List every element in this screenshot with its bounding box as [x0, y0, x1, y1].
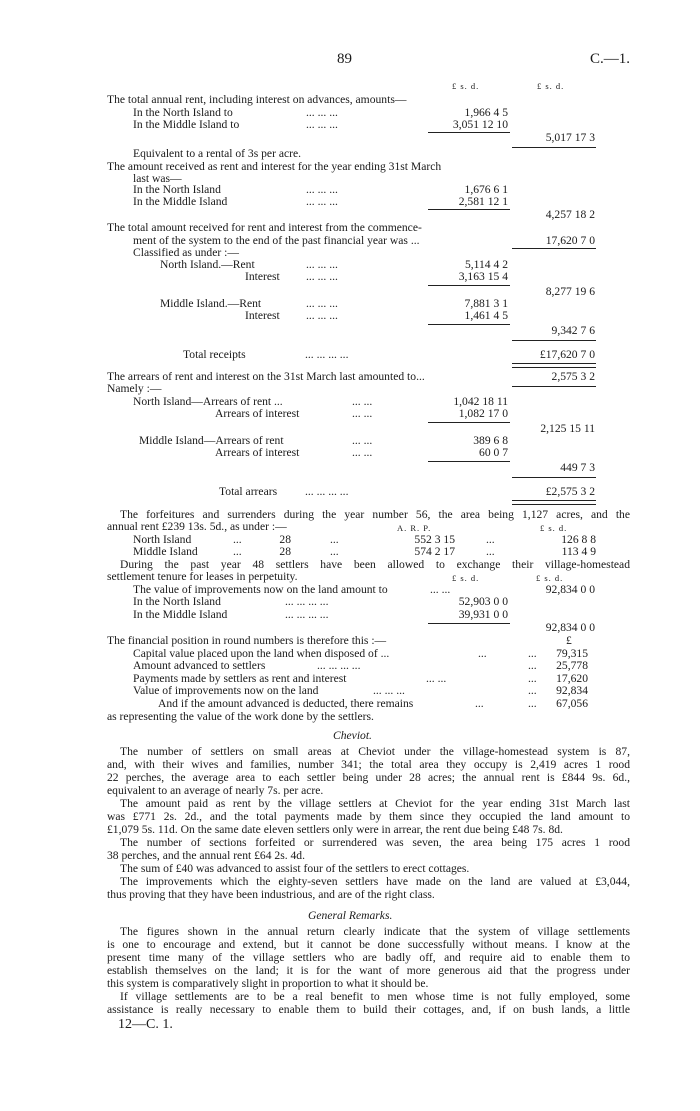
- middle-interest-label: Interest: [245, 309, 280, 322]
- dots: ... ...: [426, 672, 447, 685]
- financial-row-amount: 67,056: [556, 697, 588, 710]
- forfeitures-north-label: North Island: [133, 533, 192, 546]
- received-middle-amount: 2,581 12 1: [458, 195, 508, 208]
- general-p1-line: present time many of the village settlers who are badly off, and require aid to enable them to: [107, 951, 630, 964]
- rent-north-amount: 1,966 4 5: [464, 106, 508, 119]
- middle-rent-label: Middle Island.—Rent: [160, 297, 262, 310]
- arrears-amount: 2,575 3 2: [551, 370, 595, 383]
- total-arrears-amount: £2,575 3 2: [545, 485, 595, 498]
- cheviot-p3-line: 38 perches, and the annual rent £64 2s. 4d.: [107, 849, 306, 862]
- financial-row-amount: 92,834: [556, 684, 588, 697]
- exchange-line2: settlement tenure for leases in perpetuity.: [107, 570, 298, 583]
- dots: ... ...: [352, 446, 373, 459]
- north-rent-label: North Island.—Rent: [160, 258, 255, 271]
- dots: ... ... ... ...: [317, 659, 361, 672]
- dots: ...: [528, 672, 537, 685]
- document-reference: C.—1.: [590, 51, 631, 67]
- rent-middle-amount: 3,051 12 10: [452, 118, 508, 131]
- dots: ...: [486, 533, 495, 546]
- cheviot-p1-line: The number of settlers on small areas at Cheviot under the village-homestead system is 87,: [120, 745, 630, 758]
- cheviot-p5-line: The improvements which the eighty-seven settlers have made on the land are valued at £3,044,: [120, 875, 630, 888]
- column-head-pounds-a: £ s. d.: [452, 81, 480, 91]
- arrears-north-rent-label: North Island—Arrears of rent ...: [133, 395, 283, 408]
- page-number: 89: [337, 51, 352, 67]
- arrears-intro: The arrears of rent and interest on the 31st March last amounted to...: [107, 370, 425, 383]
- exchange-line1: During the past year 48 settlers have been allowed to exchange their village-homestead: [120, 558, 630, 571]
- rule: [512, 340, 596, 341]
- cheviot-heading: Cheviot.: [333, 729, 372, 742]
- double-rule: [512, 363, 596, 368]
- arrears-north-interest-label: Arrears of interest: [215, 407, 300, 420]
- forfeitures-area-head: A. R. P.: [397, 523, 432, 533]
- north-interest-label: Interest: [245, 270, 280, 283]
- classified-label: Classified as under :—: [133, 246, 239, 259]
- dots: ... ... ... ...: [285, 595, 329, 608]
- north-subtotal: 8,277 19 6: [545, 285, 595, 298]
- financial-row-label: Capital value placed upon the land when disposed of ...: [133, 647, 390, 660]
- dots: ... ... ...: [306, 106, 338, 119]
- rule: [428, 461, 510, 462]
- dots: ...: [330, 545, 339, 558]
- financial-row-amount: 79,315: [556, 647, 588, 660]
- dots: ...: [528, 647, 537, 660]
- forfeitures-line1: The forfeitures and surrenders during the year number 56, the area being 1,127 acres, and the: [120, 508, 630, 521]
- forfeitures-money-head: £ s. d.: [540, 523, 568, 533]
- improvements-total: 92,834 0 0: [545, 583, 595, 596]
- dots: ...: [478, 647, 487, 660]
- rule: [428, 209, 510, 210]
- forfeitures-middle-label: Middle Island: [133, 545, 198, 558]
- financial-head: £: [566, 634, 572, 647]
- arrears-north-interest: 1,082 17 0: [458, 407, 508, 420]
- general-remarks-heading: General Remarks.: [308, 909, 393, 922]
- dots: ... ... ... ...: [305, 348, 349, 361]
- rule: [428, 623, 510, 624]
- arrears-middle-rent: 389 6 8: [473, 434, 508, 447]
- north-rent-amount: 5,114 4 2: [464, 258, 508, 271]
- forfeitures-north-number: 28: [279, 533, 291, 546]
- dots: ... ...: [352, 407, 373, 420]
- arrears-north-subtotal: 2,125 15 11: [540, 422, 595, 435]
- improvements-middle-label: In the Middle Island: [133, 608, 228, 621]
- rent-north-label: In the North Island to: [133, 106, 233, 119]
- cheviot-p5-line: thus proving that they have been industrious, and are of the right class.: [107, 888, 435, 901]
- general-p1-line: The figures shown in the annual return clearly indicate that the system of village settlements: [120, 925, 630, 938]
- column-head-pounds-b: £ s. d.: [537, 81, 565, 91]
- dots: ... ...: [430, 583, 451, 596]
- total-receipts-label: Total receipts: [183, 348, 246, 361]
- improvements-north-label: In the North Island: [133, 595, 221, 608]
- dots: ...: [528, 684, 537, 697]
- financial-intro: The financial position in round numbers is therefore this :—: [107, 634, 387, 647]
- dots: ... ... ...: [306, 297, 338, 310]
- rent-intro: The total annual rent, including interest on advances, amounts—: [107, 93, 407, 106]
- dots: ...: [475, 697, 484, 710]
- rule: [512, 147, 596, 148]
- dots: ...: [486, 545, 495, 558]
- dots: ...: [330, 533, 339, 546]
- arrears-namely: Namely :—: [107, 382, 162, 395]
- dots: ...: [528, 659, 537, 672]
- general-p2-line: If village settlements are to be a real benefit to men whose time is not fully employed, some: [120, 990, 630, 1003]
- improvements-label: The value of improvements now on the land amount to: [133, 583, 388, 596]
- arrears-middle-interest: 60 0 7: [479, 446, 508, 459]
- forfeitures-north-rent: 126 8 8: [561, 533, 596, 546]
- rule: [512, 386, 596, 387]
- total-arrears-label: Total arrears: [219, 485, 278, 498]
- rule: [428, 285, 510, 286]
- received-north-label: In the North Island: [133, 183, 221, 196]
- general-p2-line: assistance is really necessary to enable them to build their cottages, and, if on bush lands, a little: [107, 1003, 630, 1016]
- received-middle-label: In the Middle Island: [133, 195, 228, 208]
- dots: ... ... ...: [306, 118, 338, 131]
- cheviot-p1-line: equivalent to an average of nearly 7s. per acre.: [107, 784, 324, 797]
- general-p1-line: is one to encourage and extend, but it cannot be done successfully without means. I know at the: [107, 938, 630, 951]
- rule: [428, 422, 510, 423]
- dots: ... ... ...: [306, 270, 338, 283]
- cheviot-p1-line: 22 perches, the average area to each settler being under 28 acres; the annual rent is £844 9s. 6d.,: [107, 771, 630, 784]
- middle-rent-amount: 7,881 3 1: [464, 297, 508, 310]
- total-received-line2: ment of the system to the end of the past financial year was ...: [133, 234, 420, 247]
- dots: ...: [528, 697, 537, 710]
- dots: ... ... ...: [306, 309, 338, 322]
- forfeitures-north-area: 552 3 15: [414, 533, 455, 546]
- dots: ... ... ... ...: [285, 608, 329, 621]
- rent-middle-label: In the Middle Island to: [133, 118, 240, 131]
- rent-equivalent: Equivalent to a rental of 3s per acre.: [133, 147, 302, 160]
- dots: ... ... ... ...: [305, 485, 349, 498]
- total-received-amount: 17,620 7 0: [545, 234, 595, 247]
- cheviot-p3-line: The number of sections forfeited or surrendered was seven, the area being 175 acres 1 rood: [120, 836, 630, 849]
- financial-row-amount: 17,620: [556, 672, 588, 685]
- arrears-north-rent: 1,042 18 11: [453, 395, 508, 408]
- cheviot-p4-line: The sum of £40 was advanced to assist four of the settlers to erect cottages.: [120, 862, 470, 875]
- arrears-middle-interest-label: Arrears of interest: [215, 446, 300, 459]
- received-line1: The amount received as rent and interest for the year ending 31st March: [107, 160, 442, 173]
- total-receipts-amount: £17,620 7 0: [539, 348, 595, 361]
- exchange-head-b: £ s. d.: [536, 573, 564, 583]
- financial-row-amount: 25,778: [556, 659, 588, 672]
- cheviot-p2-line: was £771 2s. 2d., and the total payments made by them since they occupied the land amount to: [107, 810, 630, 823]
- dots: ... ... ...: [306, 258, 338, 271]
- dots: ... ... ...: [306, 183, 338, 196]
- rent-total: 5,017 17 3: [545, 131, 595, 144]
- cheviot-p2-line: The amount paid as rent by the village settlers at Cheviot for the year ending 31st March last: [120, 797, 630, 810]
- forfeitures-middle-area: 574 2 17: [414, 545, 455, 558]
- received-total: 4,257 18 2: [545, 208, 595, 221]
- general-p1-line: establish themselves on the land; it is for the want of more generous aid that the progress under: [107, 964, 630, 977]
- rule: [428, 324, 510, 325]
- arrears-middle-subtotal: 449 7 3: [560, 461, 595, 474]
- double-rule: [512, 500, 596, 505]
- forfeitures-middle-rent: 113 4 9: [561, 545, 596, 558]
- middle-subtotal: 9,342 7 6: [551, 324, 595, 337]
- general-p1-line: this system is comparatively slight in proportion to what it should be.: [107, 977, 429, 990]
- exchange-head-a: £ s. d.: [452, 573, 480, 583]
- middle-interest-amount: 1,461 4 5: [464, 309, 508, 322]
- total-received-line1: The total amount received for rent and interest from the commence-: [107, 221, 422, 234]
- forfeitures-middle-number: 28: [279, 545, 291, 558]
- rule: [428, 132, 510, 133]
- arrears-middle-rent-label: Middle Island—Arrears of rent: [139, 434, 284, 447]
- dots: ... ... ...: [306, 195, 338, 208]
- printer-signature: 12—C. 1.: [118, 1017, 173, 1032]
- dots: ...: [233, 533, 242, 546]
- dots: ... ...: [352, 395, 373, 408]
- rule: [512, 248, 596, 249]
- received-line2: last was—: [133, 172, 182, 185]
- dots: ... ... ...: [373, 684, 405, 697]
- improvements-north-amount: 52,903 0 0: [458, 595, 508, 608]
- dots: ...: [233, 545, 242, 558]
- forfeitures-line2: annual rent £239 13s. 5d., as under :—: [107, 520, 287, 533]
- improvements-sum: 92,834 0 0: [545, 621, 595, 634]
- improvements-middle-amount: 39,931 0 0: [458, 608, 508, 621]
- cheviot-p1-line: and, with their wives and families, number 341; the total area they occupy is 2,419 acres 1 rood: [107, 758, 630, 771]
- financial-row-label: And if the amount advanced is deducted, there remains: [158, 697, 414, 710]
- dots: ... ...: [352, 434, 373, 447]
- financial-row-label: Value of improvements now on the land: [133, 684, 319, 697]
- north-interest-amount: 3,163 15 4: [458, 270, 508, 283]
- rule: [512, 477, 596, 478]
- financial-row-label: Amount advanced to settlers: [133, 659, 266, 672]
- cheviot-p2-line: £1,079 5s. 11d. On the same date eleven settlers only were in arrear, the rent due being £48 7s. 8d.: [107, 823, 563, 836]
- financial-tail: as representing the value of the work done by the settlers.: [107, 710, 374, 723]
- received-north-amount: 1,676 6 1: [464, 183, 508, 196]
- financial-row-label: Payments made by settlers as rent and interest: [133, 672, 347, 685]
